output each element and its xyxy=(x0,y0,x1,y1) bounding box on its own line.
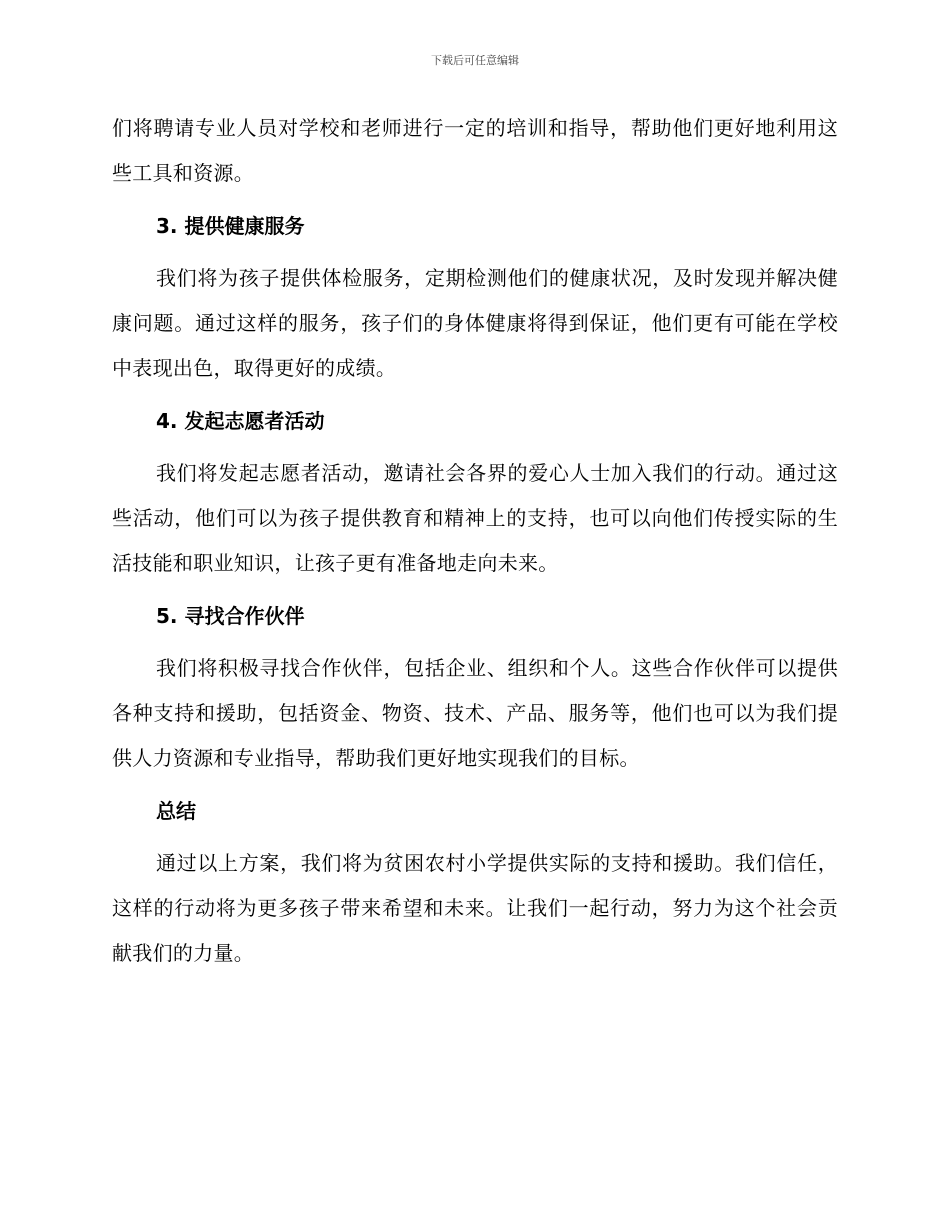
section-heading-summary: 总结 xyxy=(156,799,196,823)
section-paragraph-health-services: 我们将为孩子提供体检服务，定期检测他们的健康状况，及时发现并解决健康问题。通过这样的服务，孩子们的身体健康将得到保证，他们更有可能在学校中表现出色，取得更好的成绩。 xyxy=(112,266,838,380)
intro-paragraph: 们将聘请专业人员对学校和老师进行一定的培训和指导，帮助他们更好地利用这些工具和资源。 xyxy=(112,116,838,185)
page-header-note: 下载后可任意编辑 xyxy=(431,54,519,67)
section-heading-volunteer-activities: 4. 发起志愿者活动 xyxy=(156,409,325,433)
document-body xyxy=(112,106,838,976)
section-heading-health-services: 3. 提供健康服务 xyxy=(156,214,305,238)
section-heading-partners: 5. 寻找合作伙伴 xyxy=(156,604,305,628)
section-paragraph-volunteer-activities: 我们将发起志愿者活动，邀请社会各界的爱心人士加入我们的行动。通过这些活动，他们可以为孩子提供教育和精神上的支持，也可以向他们传授实际的生活技能和职业知识，让孩子更有准备地走向未来。 xyxy=(112,461,838,575)
section-paragraph-partners: 我们将积极寻找合作伙伴，包括企业、组织和个人。这些合作伙伴可以提供各种支持和援助，包括资金、物资、技术、产品、服务等，他们也可以为我们提供人力资源和专业指导，帮助我们更好地实现我们的目标。 xyxy=(112,656,838,770)
section-paragraph-summary: 通过以上方案，我们将为贫困农村小学提供实际的支持和援助。我们信任，这样的行动将为更多孩子带来希望和未来。让我们一起行动，努力为这个社会贡献我们的力量。 xyxy=(112,851,838,965)
